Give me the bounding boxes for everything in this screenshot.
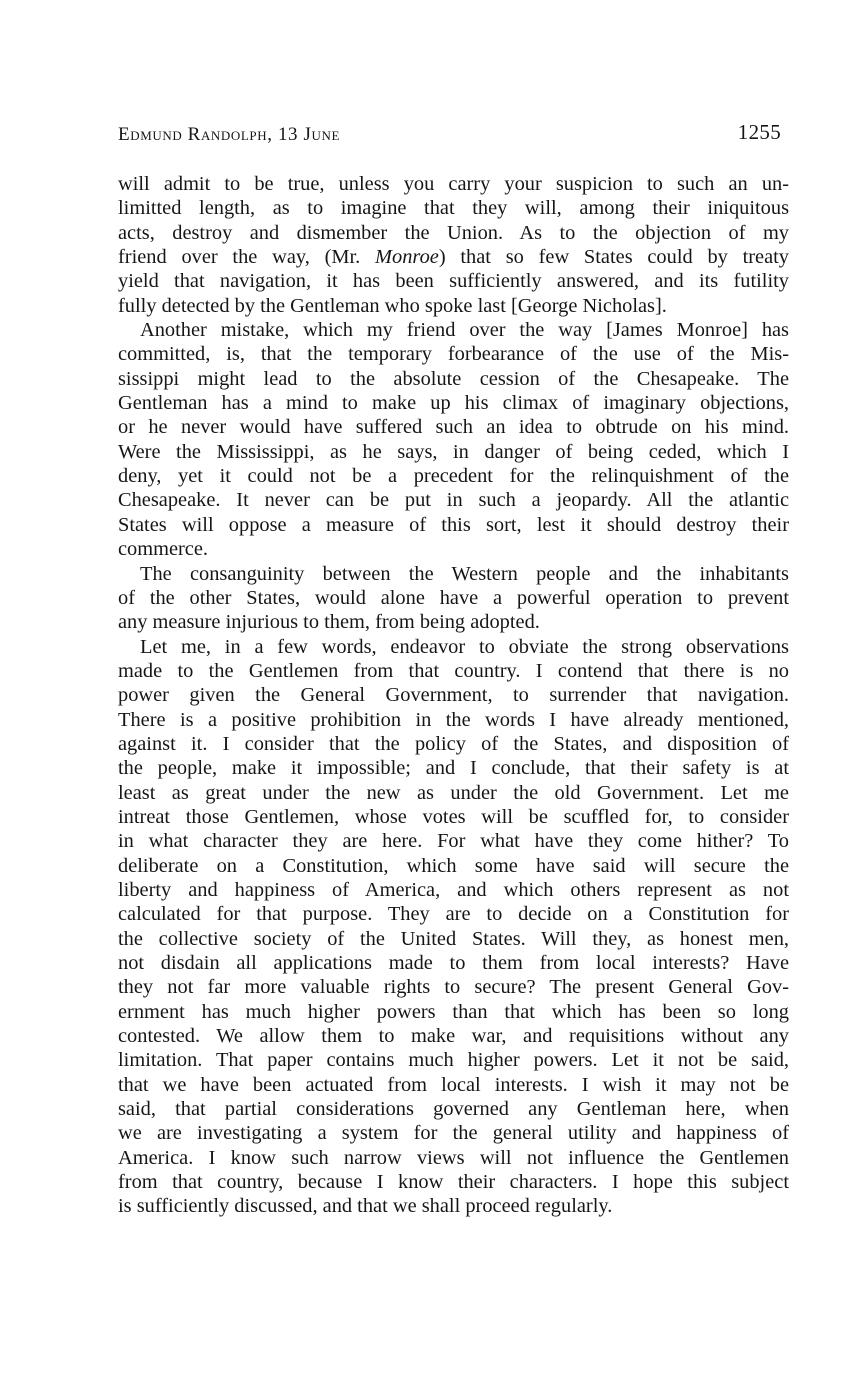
text-line: The consanguinity between the Western people and the inhabitants <box>140 562 789 585</box>
running-head: Edmund Randolph, 13 June <box>118 124 341 145</box>
text-line: deliberate on a Constitution, which some have said will secure the <box>118 854 789 877</box>
text-line: made to the Gentlemen from that country. I contend that there is no <box>118 659 789 682</box>
page-header <box>118 120 781 152</box>
text-line: the people, make it impossible; and I conclude, that their safety is at <box>118 757 789 780</box>
text-line: in what character they are here. For what have they come hither? To <box>118 830 789 853</box>
text-line: friend over the way, (Mr. Monroe) that so few States could by treaty <box>118 246 789 269</box>
text-line: of the other States, would alone have a powerful operation to prevent <box>118 586 789 609</box>
text-line: Let me, in a few words, endeavor to obviate the strong observations <box>140 635 789 658</box>
page-number: 1255 <box>737 120 781 144</box>
text-line: Chesapeake. It never can be put in such a jeopardy. All the atlantic <box>118 489 789 512</box>
text-line: limitation. That paper contains much higher powers. Let it not be said, <box>118 1049 789 1072</box>
text-line: or he never would have suffered such an idea to obtrude on his mind. <box>118 416 789 439</box>
text-line: ernment has much higher powers than that which has been so long <box>118 1000 789 1023</box>
text-line: liberty and happiness of America, and which others represent as not <box>118 878 789 901</box>
text-line: States will oppose a measure of this sort, lest it should destroy their <box>118 513 789 536</box>
text-line: said, that partial considerations governed any Gentleman here, when <box>118 1098 789 1121</box>
text-line: Gentleman has a mind to make up his climax of imaginary objections, <box>118 392 789 415</box>
text-line: we are investigating a system for the general utility and happiness of <box>118 1122 789 1145</box>
text-line: not disdain all applications made to them from local interests? Have <box>118 952 789 974</box>
text-line: any measure injurious to them, from being adopted. <box>118 611 540 634</box>
text-line: There is a positive prohibition in the words I have already mentioned, <box>118 708 789 731</box>
text-line: deny, yet it could not be a precedent for the relinquishment of the <box>118 465 789 488</box>
text-line: will admit to be true, unless you carry your suspicion to such an un- <box>118 173 789 195</box>
text-line: the collective society of the United States. Will they, as honest men, <box>118 927 789 950</box>
text-line: against it. I consider that the policy of the States, and disposition of <box>118 732 789 755</box>
text-line: America. I know such narrow views will not influence the Gentlemen <box>118 1146 789 1169</box>
text-line: least as great under the new as under the old Government. Let me <box>118 781 789 804</box>
text-line: contested. We allow them to make war, and requisitions without any <box>118 1025 789 1048</box>
text-line: from that country, because I know their characters. I hope this subject <box>118 1171 789 1194</box>
text-line: they not far more valuable rights to secure? The present General Gov- <box>118 976 789 999</box>
text-line: Another mistake, which my friend over the way [James Monroe] has <box>140 319 789 342</box>
text-line: fully detected by the Gentleman who spoke last [George Nicholas]. <box>118 294 667 317</box>
text-line: Were the Mississippi, as he says, in danger of being ceded, which I <box>118 440 789 463</box>
body-text <box>118 172 789 1219</box>
text-line: yield that navigation, it has been sufficiently answered, and its futility <box>118 270 789 293</box>
text-line: power given the General Government, to surrender that navigation. <box>118 684 789 707</box>
text-line: sissippi might lead to the absolute cession of the Chesapeake. The <box>118 367 789 390</box>
text-line: limitted length, as to imagine that they will, among their iniquitous <box>118 197 789 220</box>
text-line: that we have been actuated from local interests. I wish it may not be <box>118 1073 789 1096</box>
text-line: committed, is, that the temporary forbearance of the use of the Mis- <box>118 343 789 366</box>
text-line: intreat those Gentlemen, whose votes will be scuffled for, to consider <box>118 805 789 828</box>
text-line: commerce. <box>118 538 209 561</box>
text-line: acts, destroy and dismember the Union. As to the objection of my <box>118 221 789 244</box>
text-line: is sufficiently discussed, and that we shall proceed regularly. <box>118 1195 613 1218</box>
text-line: calculated for that purpose. They are to decide on a Constitution for <box>118 903 789 926</box>
italic-name: Monroe <box>375 246 439 269</box>
